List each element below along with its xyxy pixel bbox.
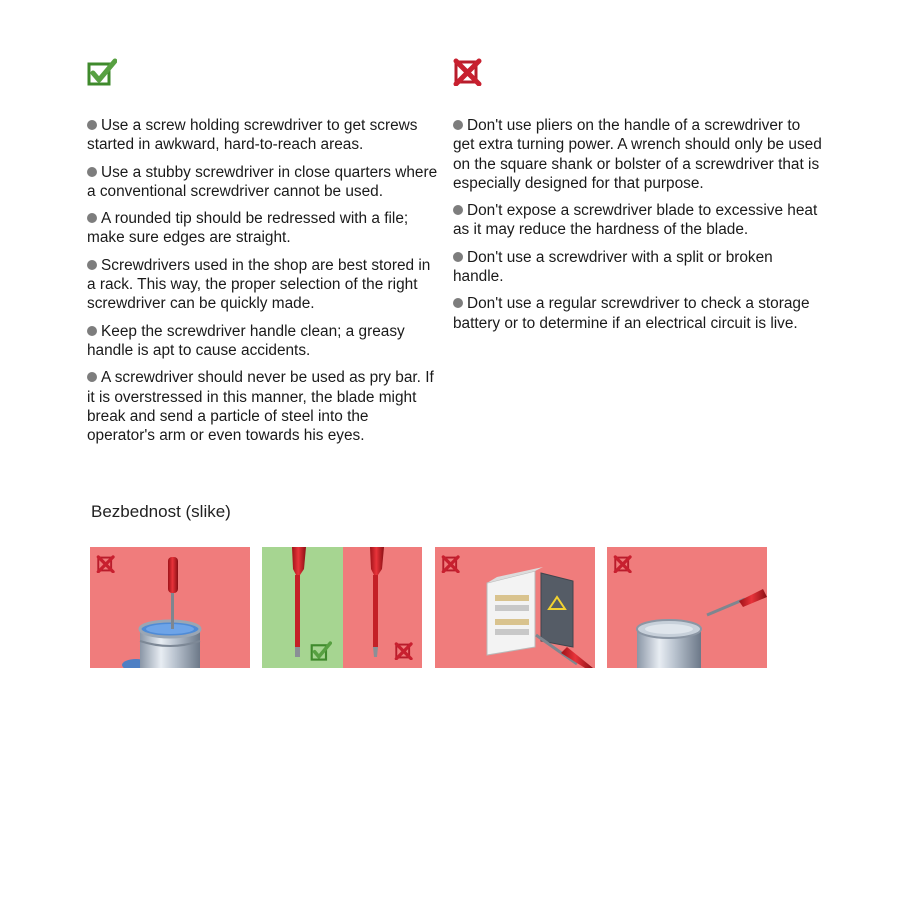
safety-section-title: Bezbednost (slike)	[91, 502, 231, 521]
safety-panel-screwdriver-tip	[262, 547, 422, 668]
do-tip: Use a stubby screwdriver in close quarters where a conventional screwdriver cannot be used.	[87, 163, 438, 200]
electrical-cabinet-scene	[435, 547, 595, 668]
bullet-icon	[87, 372, 97, 382]
do-tip: A rounded tip should be redressed with a file; make sure edges are straight.	[87, 210, 409, 247]
do-tip: Use a screw holding screwdriver to get screws started in awkward, hard-to-reach areas.	[87, 117, 418, 154]
dont-tip: Don't use a screwdriver with a split or broken handle.	[453, 248, 773, 286]
check-box-icon	[87, 58, 117, 86]
dont-list	[453, 116, 825, 333]
dont-column	[453, 58, 825, 341]
paint-can-scene	[90, 547, 250, 668]
do-tip: A screwdriver should never be used as pry bar. If it is overstressed in this manner, the blade might break and send a particle of steel into the operator's arm or even towards his eyes.	[87, 369, 434, 445]
can-lid-scene	[607, 547, 767, 668]
bullet-icon	[453, 252, 463, 262]
safety-panel-electrical-cabinet	[435, 547, 595, 668]
screwdriver-tip-scene	[262, 547, 422, 668]
safety-panel-can-lid	[607, 547, 767, 668]
bullet-icon	[87, 326, 97, 336]
do-column	[87, 58, 439, 453]
cross-box-icon	[453, 58, 483, 86]
dont-tip: Don't expose a screwdriver blade to excessive heat as it may reduce the hardness of the blade.	[453, 202, 818, 239]
dont-tip: Don't use pliers on the handle of a screwdriver to get extra turning power. A wrench should only be used on the square shank or bolster of a screwdriver that is especially designed for that purpose.	[453, 117, 822, 192]
bullet-icon	[87, 260, 97, 270]
do-tip: Keep the screwdriver handle clean; a greasy handle is apt to cause accidents.	[87, 322, 405, 359]
safety-panel-paint-can	[90, 547, 250, 668]
bullet-icon	[453, 298, 463, 308]
bullet-icon	[87, 120, 97, 130]
bullet-icon	[87, 213, 97, 223]
bullet-icon	[87, 167, 97, 177]
dont-tip: Don't use a regular screwdriver to check a storage battery or to determine if an electrical circuit is live.	[453, 295, 810, 332]
do-list	[87, 116, 439, 445]
bullet-icon	[453, 205, 463, 215]
bullet-icon	[453, 120, 463, 130]
do-tip: Screwdrivers used in the shop are best stored in a rack. This way, the proper selection of the right screwdriver can be quickly made.	[87, 256, 431, 313]
